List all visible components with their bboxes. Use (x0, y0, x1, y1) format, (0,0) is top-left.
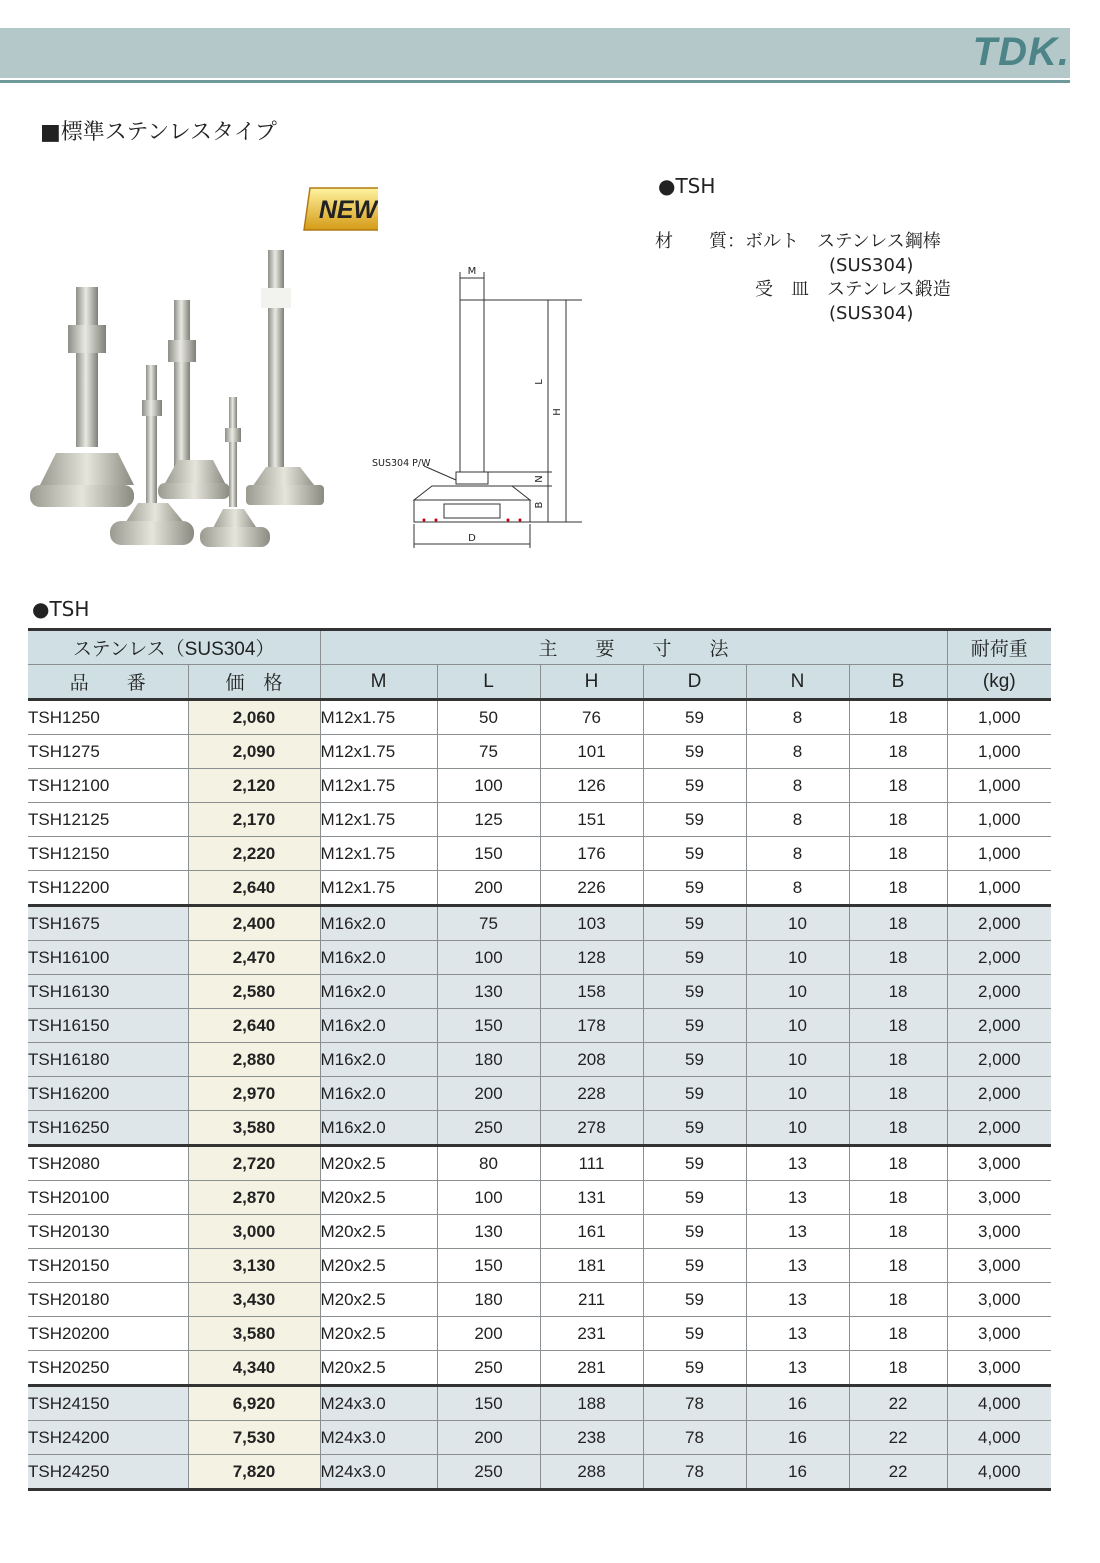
cell-load: 1,000 (947, 700, 1051, 735)
bolt-label: ボルト (745, 231, 799, 252)
cell-part-number: TSH24200 (28, 1421, 188, 1455)
cell-dim-n: 10 (746, 906, 849, 941)
cell-dim-l: 150 (437, 1386, 540, 1421)
dim-label-n: N (534, 475, 545, 483)
cell-dim-n: 16 (746, 1386, 849, 1421)
cell-dim-n: 13 (746, 1317, 849, 1351)
cell-dim-l: 80 (437, 1146, 540, 1181)
cell-part-number: TSH1275 (28, 735, 188, 769)
table-row (28, 975, 1051, 1009)
cell-part-number: TSH20180 (28, 1283, 188, 1317)
cell-dim-d: 59 (643, 1009, 746, 1043)
cell-dim-b: 22 (849, 1386, 947, 1421)
cell-price: 2,170 (188, 803, 320, 837)
cell-dim-h: 226 (540, 871, 643, 906)
header-bar (0, 28, 1070, 78)
cell-dim-d: 59 (643, 975, 746, 1009)
cell-price: 2,880 (188, 1043, 320, 1077)
cell-dim-b: 18 (849, 941, 947, 975)
cell-dim-l: 180 (437, 1283, 540, 1317)
table-row (28, 769, 1051, 803)
cell-dim-h: 228 (540, 1077, 643, 1111)
cell-thread-m: M16x2.0 (320, 1009, 437, 1043)
cell-dim-l: 150 (437, 1249, 540, 1283)
cell-dim-d: 59 (643, 735, 746, 769)
cell-dim-b: 18 (849, 871, 947, 906)
brand-logo: TDK. (972, 30, 1070, 74)
cell-dim-d: 59 (643, 941, 746, 975)
dimension-drawing (372, 262, 592, 562)
cell-dim-d: 59 (643, 1215, 746, 1249)
cell-dim-b: 18 (849, 1077, 947, 1111)
cell-thread-m: M24x3.0 (320, 1386, 437, 1421)
cell-dim-n: 13 (746, 1351, 849, 1386)
cell-load: 3,000 (947, 1181, 1051, 1215)
dim-label-h: H (552, 408, 563, 416)
cell-dim-b: 18 (849, 975, 947, 1009)
cell-dim-d: 59 (643, 803, 746, 837)
cell-load: 2,000 (947, 1077, 1051, 1111)
cell-load: 3,000 (947, 1317, 1051, 1351)
cell-price: 3,580 (188, 1111, 320, 1146)
cell-dim-b: 18 (849, 1181, 947, 1215)
cell-part-number: TSH16150 (28, 1009, 188, 1043)
cell-dim-b: 18 (849, 1317, 947, 1351)
cell-dim-n: 13 (746, 1181, 849, 1215)
spec-table (28, 628, 1051, 1491)
cell-dim-b: 22 (849, 1421, 947, 1455)
cell-dim-d: 59 (643, 1249, 746, 1283)
cell-thread-m: M12x1.75 (320, 803, 437, 837)
table-row (28, 941, 1051, 975)
cell-price: 3,580 (188, 1317, 320, 1351)
dim-label-d: D (468, 533, 476, 544)
product-photo (28, 185, 378, 560)
cell-price: 2,120 (188, 769, 320, 803)
cell-dim-h: 103 (540, 906, 643, 941)
callout-label: SUS304 P/W (372, 458, 431, 469)
cell-dim-h: 158 (540, 975, 643, 1009)
section-title: ■標準ステンレスタイプ (40, 120, 277, 145)
base-label: 受 皿 (755, 279, 809, 300)
material-spec (655, 230, 951, 326)
cell-dim-d: 59 (643, 1317, 746, 1351)
header-m: M (320, 665, 437, 700)
cell-price: 2,580 (188, 975, 320, 1009)
cell-dim-l: 130 (437, 1215, 540, 1249)
cell-thread-m: M16x2.0 (320, 975, 437, 1009)
header-price: 価 格 (188, 665, 320, 700)
cell-dim-l: 75 (437, 735, 540, 769)
cell-dim-l: 100 (437, 1181, 540, 1215)
cell-dim-n: 10 (746, 1111, 849, 1146)
cell-dim-n: 8 (746, 837, 849, 871)
cell-dim-b: 22 (849, 1455, 947, 1490)
cell-load: 4,000 (947, 1421, 1051, 1455)
cell-part-number: TSH16100 (28, 941, 188, 975)
cell-dim-l: 100 (437, 941, 540, 975)
base-grade: (SUS304) (829, 303, 914, 324)
cell-dim-h: 238 (540, 1421, 643, 1455)
cell-load: 2,000 (947, 1043, 1051, 1077)
header-d: D (643, 665, 746, 700)
cell-price: 2,640 (188, 871, 320, 906)
cell-thread-m: M12x1.75 (320, 871, 437, 906)
cell-part-number: TSH16250 (28, 1111, 188, 1146)
cell-dim-n: 10 (746, 1077, 849, 1111)
cell-part-number: TSH1250 (28, 700, 188, 735)
cell-thread-m: M24x3.0 (320, 1455, 437, 1490)
cell-load: 1,000 (947, 735, 1051, 769)
cell-dim-h: 208 (540, 1043, 643, 1077)
cell-dim-n: 8 (746, 700, 849, 735)
table-row (28, 803, 1051, 837)
cell-dim-d: 59 (643, 700, 746, 735)
cell-dim-h: 131 (540, 1181, 643, 1215)
cell-thread-m: M20x2.5 (320, 1181, 437, 1215)
new-badge (304, 188, 378, 230)
cell-dim-n: 8 (746, 871, 849, 906)
cell-dim-n: 10 (746, 1009, 849, 1043)
cell-dim-h: 151 (540, 803, 643, 837)
dim-label-b: B (534, 501, 545, 509)
cell-dim-b: 18 (849, 1146, 947, 1181)
cell-part-number: TSH12100 (28, 769, 188, 803)
cell-dim-l: 250 (437, 1111, 540, 1146)
cell-dim-l: 75 (437, 906, 540, 941)
cell-price: 3,430 (188, 1283, 320, 1317)
cell-dim-b: 18 (849, 1043, 947, 1077)
cell-dim-l: 150 (437, 837, 540, 871)
cell-dim-b: 18 (849, 769, 947, 803)
cell-dim-l: 180 (437, 1043, 540, 1077)
table-row (28, 1421, 1051, 1455)
cell-price: 6,920 (188, 1386, 320, 1421)
cell-load: 2,000 (947, 1009, 1051, 1043)
cell-dim-h: 188 (540, 1386, 643, 1421)
cell-load: 1,000 (947, 769, 1051, 803)
cell-load: 1,000 (947, 803, 1051, 837)
dim-label-l: L (534, 379, 545, 385)
header-part-number: 品 番 (28, 665, 188, 700)
cell-dim-l: 125 (437, 803, 540, 837)
cell-dim-l: 150 (437, 1009, 540, 1043)
table-row (28, 1351, 1051, 1386)
cell-price: 2,720 (188, 1146, 320, 1181)
table-row (28, 871, 1051, 906)
cell-dim-l: 250 (437, 1455, 540, 1490)
cell-dim-n: 13 (746, 1146, 849, 1181)
cell-dim-n: 8 (746, 735, 849, 769)
cell-thread-m: M20x2.5 (320, 1351, 437, 1386)
cell-dim-b: 18 (849, 700, 947, 735)
cell-price: 2,970 (188, 1077, 320, 1111)
cell-thread-m: M12x1.75 (320, 837, 437, 871)
cell-dim-h: 128 (540, 941, 643, 975)
dim-label-m: M (467, 266, 477, 277)
cell-thread-m: M12x1.75 (320, 700, 437, 735)
cell-dim-n: 13 (746, 1249, 849, 1283)
table-row (28, 735, 1051, 769)
cell-dim-b: 18 (849, 1009, 947, 1043)
bolt-value: ステンレス鋼棒 (817, 231, 941, 252)
bolt-grade: (SUS304) (829, 255, 914, 276)
cell-dim-d: 59 (643, 1351, 746, 1386)
cell-dim-n: 16 (746, 1455, 849, 1490)
cell-thread-m: M16x2.0 (320, 1043, 437, 1077)
cell-load: 2,000 (947, 975, 1051, 1009)
cell-part-number: TSH1675 (28, 906, 188, 941)
cell-price: 2,090 (188, 735, 320, 769)
cell-load: 3,000 (947, 1249, 1051, 1283)
cell-dim-l: 50 (437, 700, 540, 735)
cell-part-number: TSH20150 (28, 1249, 188, 1283)
cell-load: 2,000 (947, 1111, 1051, 1146)
table-row (28, 1043, 1051, 1077)
cell-price: 2,870 (188, 1181, 320, 1215)
cell-thread-m: M16x2.0 (320, 1077, 437, 1111)
cell-dim-l: 100 (437, 769, 540, 803)
cell-dim-d: 59 (643, 769, 746, 803)
cell-dim-h: 101 (540, 735, 643, 769)
cell-dim-n: 10 (746, 975, 849, 1009)
header-load-unit: (kg) (947, 665, 1051, 700)
cell-part-number: TSH24250 (28, 1455, 188, 1490)
table-row (28, 1283, 1051, 1317)
cell-thread-m: M12x1.75 (320, 769, 437, 803)
cell-dim-d: 59 (643, 1146, 746, 1181)
cell-price: 3,130 (188, 1249, 320, 1283)
cell-part-number: TSH20200 (28, 1317, 188, 1351)
header-b: B (849, 665, 947, 700)
cell-price: 2,400 (188, 906, 320, 941)
cell-dim-d: 59 (643, 871, 746, 906)
cell-dim-b: 18 (849, 906, 947, 941)
cell-dim-h: 211 (540, 1283, 643, 1317)
cell-dim-n: 10 (746, 941, 849, 975)
cell-thread-m: M20x2.5 (320, 1146, 437, 1181)
cell-thread-m: M20x2.5 (320, 1249, 437, 1283)
cell-dim-d: 59 (643, 1283, 746, 1317)
cell-thread-m: M16x2.0 (320, 906, 437, 941)
cell-part-number: TSH16130 (28, 975, 188, 1009)
cell-dim-h: 278 (540, 1111, 643, 1146)
cell-dim-n: 13 (746, 1215, 849, 1249)
cell-price: 7,820 (188, 1455, 320, 1490)
table-row (28, 1317, 1051, 1351)
cell-price: 7,530 (188, 1421, 320, 1455)
cell-dim-n: 8 (746, 803, 849, 837)
cell-dim-b: 18 (849, 1283, 947, 1317)
cell-dim-n: 13 (746, 1283, 849, 1317)
cell-dim-l: 130 (437, 975, 540, 1009)
cell-load: 2,000 (947, 941, 1051, 975)
cell-price: 3,000 (188, 1215, 320, 1249)
product-title: ●TSH (658, 174, 716, 198)
material-label: 材 質： (655, 231, 745, 252)
cell-price: 2,060 (188, 700, 320, 735)
table-row (28, 1455, 1051, 1490)
cell-dim-d: 78 (643, 1386, 746, 1421)
cell-dim-h: 76 (540, 700, 643, 735)
cell-dim-h: 178 (540, 1009, 643, 1043)
cell-dim-d: 59 (643, 1181, 746, 1215)
header-load: 耐荷重 (947, 630, 1051, 665)
cell-load: 4,000 (947, 1386, 1051, 1421)
cell-dim-d: 78 (643, 1421, 746, 1455)
cell-load: 3,000 (947, 1283, 1051, 1317)
header-group-dimensions: 主 要 寸 法 (320, 630, 947, 665)
cell-dim-h: 111 (540, 1146, 643, 1181)
cell-thread-m: M20x2.5 (320, 1283, 437, 1317)
cell-part-number: TSH12150 (28, 837, 188, 871)
cell-dim-l: 200 (437, 1077, 540, 1111)
cell-thread-m: M20x2.5 (320, 1215, 437, 1249)
cell-part-number: TSH24150 (28, 1386, 188, 1421)
cell-dim-h: 161 (540, 1215, 643, 1249)
cell-load: 3,000 (947, 1351, 1051, 1386)
table-row (28, 700, 1051, 735)
cell-dim-d: 59 (643, 1111, 746, 1146)
cell-load: 4,000 (947, 1455, 1051, 1490)
cell-price: 2,640 (188, 1009, 320, 1043)
cell-dim-d: 59 (643, 1077, 746, 1111)
cell-part-number: TSH20100 (28, 1181, 188, 1215)
cell-dim-d: 59 (643, 1043, 746, 1077)
cell-dim-l: 250 (437, 1351, 540, 1386)
new-badge-text: NEW (318, 196, 378, 224)
cell-thread-m: M12x1.75 (320, 735, 437, 769)
cell-load: 1,000 (947, 871, 1051, 906)
cell-dim-h: 126 (540, 769, 643, 803)
cell-dim-l: 200 (437, 871, 540, 906)
cell-dim-n: 10 (746, 1043, 849, 1077)
table-title: ●TSH (32, 597, 90, 621)
cell-dim-h: 281 (540, 1351, 643, 1386)
table-row (28, 1181, 1051, 1215)
table-row (28, 1111, 1051, 1146)
cell-dim-h: 288 (540, 1455, 643, 1490)
cell-dim-n: 16 (746, 1421, 849, 1455)
base-value: ステンレス鍛造 (827, 279, 951, 300)
cell-dim-b: 18 (849, 1351, 947, 1386)
cell-load: 2,000 (947, 906, 1051, 941)
cell-dim-d: 78 (643, 1455, 746, 1490)
cell-dim-d: 59 (643, 837, 746, 871)
cell-dim-b: 18 (849, 1215, 947, 1249)
cell-dim-h: 231 (540, 1317, 643, 1351)
cell-load: 3,000 (947, 1215, 1051, 1249)
cell-part-number: TSH20130 (28, 1215, 188, 1249)
table-row (28, 837, 1051, 871)
table-row (28, 1215, 1051, 1249)
cell-price: 2,470 (188, 941, 320, 975)
header-underline (0, 80, 1070, 83)
table-row (28, 1146, 1051, 1181)
cell-dim-d: 59 (643, 906, 746, 941)
table-row (28, 1077, 1051, 1111)
cell-thread-m: M20x2.5 (320, 1317, 437, 1351)
cell-dim-l: 200 (437, 1317, 540, 1351)
cell-dim-b: 18 (849, 837, 947, 871)
cell-part-number: TSH16200 (28, 1077, 188, 1111)
table-row (28, 1386, 1051, 1421)
table-row (28, 906, 1051, 941)
cell-thread-m: M16x2.0 (320, 941, 437, 975)
header-h: H (540, 665, 643, 700)
cell-load: 1,000 (947, 837, 1051, 871)
header-n: N (746, 665, 849, 700)
header-group-material: ステンレス（SUS304） (28, 630, 320, 665)
cell-dim-l: 200 (437, 1421, 540, 1455)
cell-part-number: TSH20250 (28, 1351, 188, 1386)
header-l: L (437, 665, 540, 700)
table-row (28, 1009, 1051, 1043)
cell-part-number: TSH16180 (28, 1043, 188, 1077)
cell-dim-b: 18 (849, 1111, 947, 1146)
cell-dim-b: 18 (849, 1249, 947, 1283)
cell-load: 3,000 (947, 1146, 1051, 1181)
cell-thread-m: M16x2.0 (320, 1111, 437, 1146)
cell-part-number: TSH2080 (28, 1146, 188, 1181)
cell-dim-n: 8 (746, 769, 849, 803)
cell-dim-b: 18 (849, 803, 947, 837)
cell-dim-h: 181 (540, 1249, 643, 1283)
cell-dim-b: 18 (849, 735, 947, 769)
cell-dim-h: 176 (540, 837, 643, 871)
cell-part-number: TSH12200 (28, 871, 188, 906)
table-row (28, 1249, 1051, 1283)
cell-price: 4,340 (188, 1351, 320, 1386)
cell-price: 2,220 (188, 837, 320, 871)
cell-thread-m: M24x3.0 (320, 1421, 437, 1455)
cell-part-number: TSH12125 (28, 803, 188, 837)
